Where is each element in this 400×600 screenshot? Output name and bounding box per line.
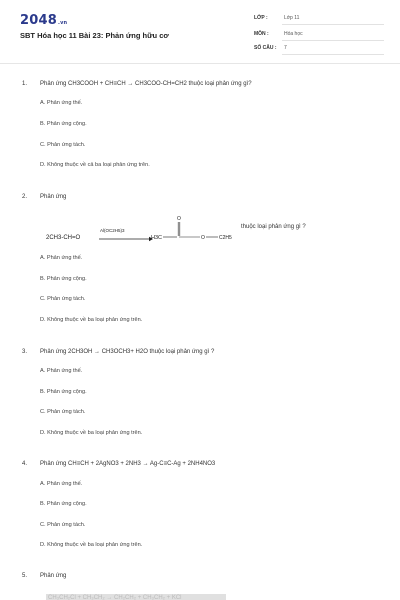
question-number: 2. — [22, 194, 28, 200]
page-header — [0, 0, 400, 64]
option-a[interactable]: A. Phản ứng thế. — [40, 255, 83, 261]
question-number: 5. — [22, 573, 28, 579]
option-c[interactable]: C. Phản ứng tách. — [40, 409, 86, 415]
reaction-condition: Al(OC2H5)3 — [100, 228, 125, 233]
option-d[interactable]: D. Không thuộc về cả ba loại phản ứng trên. — [40, 162, 150, 168]
question-stem: Phản ứng — [40, 194, 67, 200]
option-b[interactable]: B. Phản ứng cộng. — [40, 501, 87, 507]
meta-subject — [254, 29, 384, 41]
question-5-reaction-cutoff — [46, 592, 226, 600]
question-stem: Phản ứng CH≡CH + 2AgNO3 + 2NH3 → Ag-C≡C-Ag + 2NH4NO3 — [40, 461, 216, 467]
meta-class-key: LỚP : — [254, 15, 268, 21]
option-c[interactable]: C. Phản ứng tách. — [40, 296, 86, 302]
option-a[interactable]: A. Phản ứng thế. — [40, 481, 83, 487]
site-logo[interactable] — [20, 13, 67, 28]
question-number: 1. — [22, 81, 28, 87]
document-title: SBT Hóa học 11 Bài 23: Phản ứng hữu cơ — [20, 31, 169, 40]
meta-underline — [282, 40, 384, 41]
meta-class — [254, 13, 384, 25]
meta-subject-value: Hóa học — [284, 31, 303, 37]
question-stem: Phản ứng CH3COOH + CH≡CH → CH3COO-CH=CH2 thuộc loại phản ứng gì? — [40, 81, 252, 87]
reaction-question-tail: thuộc loại phản ứng gì ? — [241, 224, 306, 230]
option-b[interactable]: B. Phản ứng cộng. — [40, 389, 87, 395]
ester-structure — [150, 213, 240, 247]
product-ethyl: C2H5 — [219, 235, 232, 241]
option-a[interactable]: A. Phản ứng thế. — [40, 368, 83, 374]
product-oxygen-double: O — [177, 216, 181, 222]
reaction-diagram — [46, 213, 356, 245]
question-number: 3. — [22, 349, 28, 355]
meta-count-key: SỐ CÂU : — [254, 45, 277, 51]
meta-underline — [282, 24, 384, 25]
reaction-arrow-icon — [99, 236, 153, 242]
option-b[interactable]: B. Phản ứng cộng. — [40, 121, 87, 127]
option-d[interactable]: D. Không thuộc về ba loại phản ứng trên. — [40, 317, 143, 323]
option-d[interactable]: D. Không thuộc về ba loại phản ứng trên. — [40, 542, 143, 548]
product-oxygen-ether: O — [201, 235, 205, 241]
meta-underline — [282, 54, 384, 55]
meta-class-value: Lớp 11 — [284, 15, 300, 21]
option-c[interactable]: C. Phản ứng tách. — [40, 522, 86, 528]
option-a[interactable]: A. Phản ứng thế. — [40, 100, 83, 106]
meta-subject-key: MÔN : — [254, 31, 269, 37]
question-stem: Phản ứng — [40, 573, 67, 579]
option-c[interactable]: C. Phản ứng tách. — [40, 142, 86, 148]
meta-count — [254, 43, 384, 55]
logo-tld: .vn — [57, 20, 68, 26]
question-number: 4. — [22, 461, 28, 467]
product-methyl: H3C — [151, 235, 163, 241]
option-d[interactable]: D. Không thuộc về ba loại phản ứng trên. — [40, 430, 143, 436]
reactant-formula: 2CH3-CH=O — [46, 235, 81, 241]
logo-main: 2048 — [20, 13, 57, 28]
header-divider — [0, 63, 400, 64]
question-stem: Phản ứng 2CH3OH → CH3OCH3+ H2O thuộc loại phản ứng gì ? — [40, 349, 215, 355]
meta-count-value: 7 — [284, 45, 287, 51]
option-b[interactable]: B. Phản ứng cộng. — [40, 276, 87, 282]
cutoff-reaction-text: CH₃CH₂Cl + CH₃CH₂ → CH₂CH₂ + CH₃CH₂ + KCl — [48, 595, 182, 600]
